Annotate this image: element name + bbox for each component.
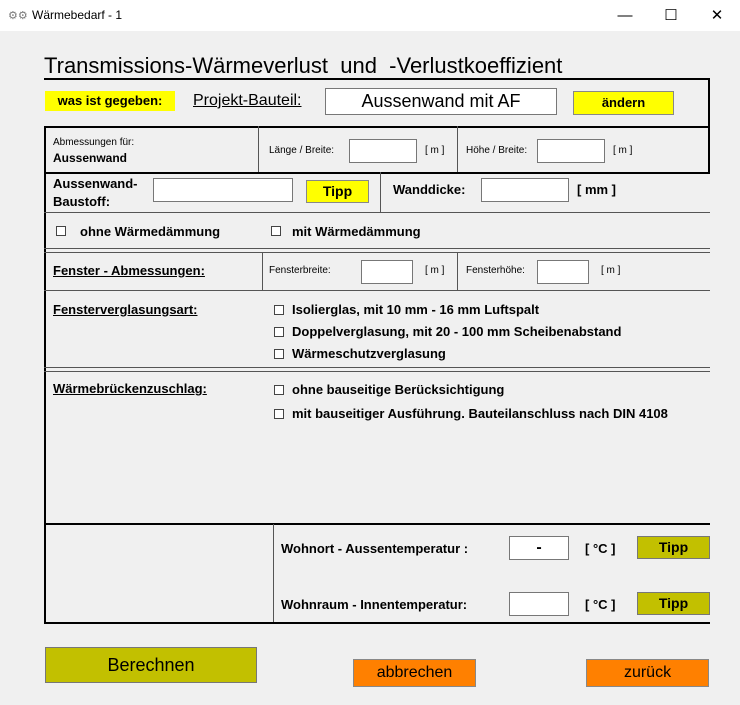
divider: [262, 252, 263, 290]
length-input[interactable]: [349, 139, 417, 163]
inside-temp-input[interactable]: [509, 592, 569, 616]
divider: [708, 126, 710, 174]
given-badge: was ist gegeben:: [45, 91, 175, 111]
page-title: Transmissions-Wärmeverlust und -Verlustkoeffizient: [44, 53, 563, 78]
divider: [457, 126, 458, 172]
dimensions-caption: Abmessungen für:: [53, 137, 135, 148]
close-icon[interactable]: ✕: [710, 7, 724, 24]
divider: [44, 126, 710, 128]
glazing-option-1-checkbox[interactable]: [274, 305, 284, 315]
window-width-label: Fensterbreite:: [269, 265, 331, 276]
divider: [44, 622, 710, 624]
window-width-input[interactable]: [361, 260, 413, 284]
project-component-label: Projekt-Bauteil:: [193, 92, 302, 109]
glazing-option-1-label: Isolierglas, mit 10 mm - 16 mm Luftspalt: [292, 302, 540, 317]
maximize-icon[interactable]: ☐: [664, 7, 678, 24]
window-height-unit: [ m ]: [601, 265, 621, 276]
change-button[interactable]: ändern: [573, 91, 674, 115]
back-button[interactable]: zurück: [586, 659, 709, 687]
outside-temp-label: Wohnort - Aussentemperatur :: [281, 541, 469, 556]
divider: [44, 252, 710, 253]
divider: [44, 290, 710, 291]
divider: [273, 524, 274, 622]
thickness-label: Wanddicke:: [393, 182, 466, 197]
calculate-button[interactable]: Berechnen: [45, 647, 257, 683]
divider: [258, 126, 259, 172]
with-insulation-checkbox[interactable]: [271, 226, 281, 236]
thermal-bridge-option-2-checkbox[interactable]: [274, 409, 284, 419]
divider: [44, 367, 710, 368]
thermal-bridge-option-2-label: mit bauseitiger Ausführung. Bauteilanschluss nach DIN 4108: [292, 406, 668, 421]
window-dims-label: Fenster - Abmessungen:: [53, 263, 205, 278]
divider: [44, 371, 710, 372]
height-input[interactable]: [537, 139, 605, 163]
window-width-unit: [ m ]: [425, 265, 445, 276]
thermal-bridge-option-1-label: ohne bauseitige Berücksichtigung: [292, 382, 505, 397]
without-insulation-label: ohne Wärmedämmung: [80, 224, 221, 239]
thickness-unit: [ mm ]: [577, 182, 616, 197]
divider: [44, 126, 46, 624]
height-label: Höhe / Breite:: [466, 145, 528, 156]
gears-icon: ⚙⚙: [8, 10, 28, 22]
with-insulation-label: mit Wärmedämmung: [292, 224, 421, 239]
thermal-bridge-label: Wärmebrückenzuschlag:: [53, 381, 207, 396]
glazing-label: Fensterverglasungsart:: [53, 302, 198, 317]
glazing-option-3-checkbox[interactable]: [274, 349, 284, 359]
material-tip-button[interactable]: Tipp: [306, 180, 369, 203]
outside-temp-input[interactable]: -: [509, 536, 569, 560]
material-input[interactable]: [153, 178, 293, 202]
window-title: Wärmebedarf - 1: [32, 8, 123, 22]
height-unit: [ m ]: [613, 145, 633, 156]
divider: [380, 172, 381, 212]
outside-temp-tip-button[interactable]: Tipp: [637, 536, 710, 559]
inside-temp-unit: [ °C ]: [585, 597, 616, 612]
divider: [44, 212, 710, 213]
glazing-option-2-checkbox[interactable]: [274, 327, 284, 337]
glazing-option-3-label: Wärmeschutzverglasung: [292, 346, 446, 361]
outside-temp-unit: [ °C ]: [585, 541, 616, 556]
divider: [44, 248, 710, 249]
divider: [457, 252, 458, 290]
inside-temp-tip-button[interactable]: Tipp: [637, 592, 710, 615]
title-bar: [0, 0, 740, 31]
divider: [44, 523, 710, 525]
without-insulation-checkbox[interactable]: [56, 226, 66, 236]
cancel-button[interactable]: abbrechen: [353, 659, 476, 687]
length-label: Länge / Breite:: [269, 145, 335, 156]
material-label-line1: Aussenwand-: [53, 176, 138, 191]
material-label-line2: Baustoff:: [53, 194, 111, 209]
divider: [44, 78, 710, 80]
dimensions-element: Aussenwand: [53, 151, 128, 165]
project-component-field[interactable]: Aussenwand mit AF: [325, 88, 557, 115]
thermal-bridge-option-1-checkbox[interactable]: [274, 385, 284, 395]
glazing-option-2-label: Doppelverglasung, mit 20 - 100 mm Scheibenabstand: [292, 324, 622, 339]
minimize-icon[interactable]: —: [617, 7, 633, 24]
window-height-label: Fensterhöhe:: [466, 265, 525, 276]
window-height-input[interactable]: [537, 260, 589, 284]
divider: [44, 172, 710, 174]
thickness-input[interactable]: [481, 178, 569, 202]
inside-temp-label: Wohnraum - Innentemperatur:: [281, 597, 468, 612]
length-unit: [ m ]: [425, 145, 445, 156]
